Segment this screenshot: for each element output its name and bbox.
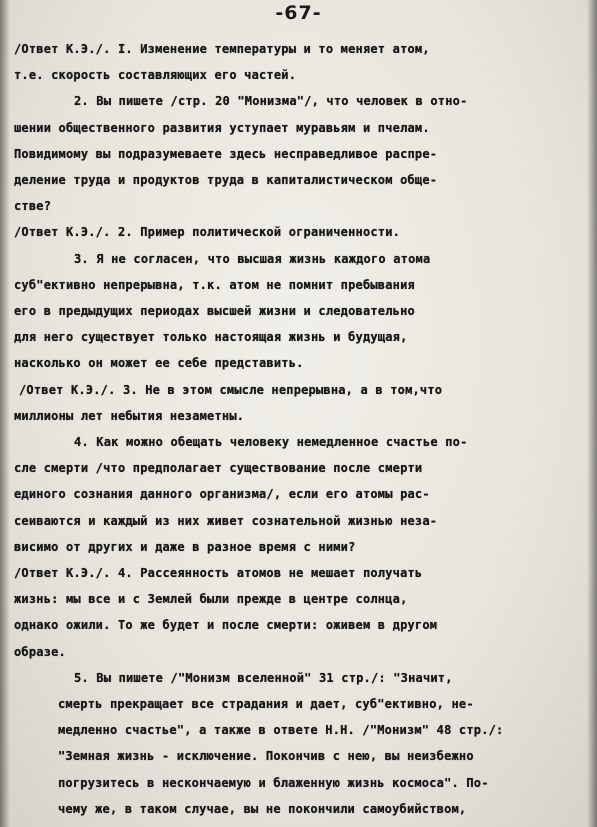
text-line: смерть прекращает все страдания и дает, суб"ективно, не- xyxy=(58,697,474,712)
left-edge-shadow xyxy=(0,0,10,827)
typed-text-block xyxy=(14,36,581,822)
text-line: "Земная жизнь - исключение. Покончив с нею, вы неизбежно xyxy=(58,749,474,764)
text-line: сле смерти /что предполагает существование после смерти xyxy=(14,461,423,476)
text-line: стве? xyxy=(14,199,52,214)
text-line: жизнь: мы все и с Землей были прежде в центре солнца, xyxy=(14,592,408,607)
text-line: однако ожили. То же будет и после смерти: оживем в другом xyxy=(14,618,438,633)
text-line: деление труда и продуктов труда в капиталистическом обще- xyxy=(14,173,438,188)
text-line: /Ответ К.Э./. 4. Рассеянность атомов не мешает получать xyxy=(14,566,423,581)
text-line: погрузитесь в нескончаемую и блаженную жизнь космоса". По- xyxy=(58,775,489,790)
text-line: чему же, в таком случае, вы не покончили самоубийством, xyxy=(58,801,467,816)
text-line: шении общественного развития уступает муравьям и пчелам. xyxy=(14,120,430,135)
right-edge-shadow xyxy=(587,0,597,827)
text-line: /Ответ К.Э./. 3. Не в этом смысле непрерывна, а в том,что xyxy=(19,382,443,397)
text-line: медленно счастье", а также в ответе Н.Н. /"Монизм" 48 стр./: xyxy=(58,723,504,738)
text-line: 5. Вы пишете /"Монизм вселенной" 31 стр./: "Значит, xyxy=(74,670,453,685)
text-line: миллионы лет небытия незаметны. xyxy=(14,408,245,423)
text-line: Повидимому вы подразумеваете здесь несправедливое распре- xyxy=(14,146,438,161)
text-line: висимо от других и даже в разное время с ними? xyxy=(14,539,356,554)
text-line: 2. Вы пишете /стр. 20 "Монизма"/, что человек в отно- xyxy=(74,94,468,109)
text-line: 3. Я не согласен, что высшая жизнь каждого атома xyxy=(74,251,431,266)
text-line: /Ответ К.Э./. 2. Пример политической ограниченности. xyxy=(14,225,401,240)
text-line: насколько он может ее себе представить. xyxy=(14,356,304,371)
text-line: единого сознания данного организма/, если его атомы рас- xyxy=(14,487,430,502)
text-line: его в предыдущих периодах высшей жизни и следовательно xyxy=(14,304,415,319)
text-line: суб"ективно непрерывна, т.к. атом не помнит пребывания xyxy=(14,277,415,292)
text-line: образе. xyxy=(14,644,66,659)
text-line: для него существует только настоящая жизнь и будущая, xyxy=(14,330,408,345)
page-number: -67- xyxy=(275,2,322,24)
text-line: 4. Как можно обещать человеку немедленное счастье по- xyxy=(74,435,468,450)
text-line: сеиваются и каждый из них живет сознательной жизнью неза- xyxy=(14,513,438,528)
text-line: т.е. скорость составляющих его частей. xyxy=(14,68,297,83)
text-line: /Ответ К.Э./. I. Изменение температуры и то меняет атом, xyxy=(14,42,430,56)
